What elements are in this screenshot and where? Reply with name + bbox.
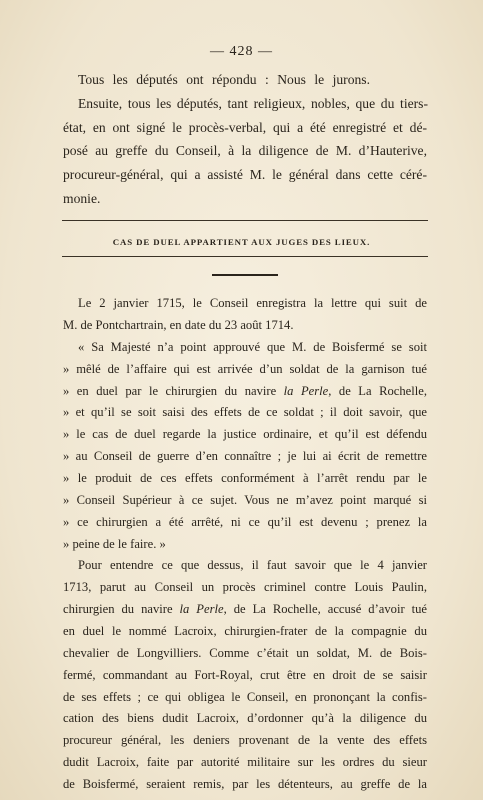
intro-line: état, en ont signé le procès-verbal, qui a été enregistré et dé- [63,120,427,135]
body-line: chevalier de Longvilliers. Comme c’était un soldat, M. de Bois- [63,645,427,660]
body-line: Pour entendre ce que dessus, il faut savoir que le 4 janvier [78,558,427,573]
ornamental-rule [212,274,278,276]
intro-line: posé au greffe du Conseil, à la diligence de M. d’Hauterive, [63,143,427,158]
body-line: fermé, commandant au Fort-Royal, crut être en droit de se saisir [63,667,427,682]
body-line: » peine de le faire. » [63,536,166,551]
body-line: « Sa Majesté n’a point approuvé que M. de Boisfermé se soit [78,339,427,354]
intro-line: Tous les députés ont répondu : Nous le jurons. [78,72,370,87]
body-line: » au Conseil de guerre d’en connaître ; je lui ai écrit de remettre [63,449,427,463]
body-line: en duel le nommé Lacroix, chirurgien-frater de la compagnie du [63,624,427,638]
intro-line: procureur-général, qui a assisté M. le général dans cette céré- [63,167,427,182]
body-line: de ses effets ; ce qui obligea le Conseil, en prononçant la confis- [63,689,427,704]
body-line: chirurgien du navire la Perle, de La Rochelle, accusé d’avoir tué [63,602,428,617]
intro-line: monie. [63,191,101,206]
intro-line: Ensuite, tous les députés, tant religieux, nobles, que du tiers- [78,96,428,111]
section-rule-top [62,220,428,221]
body-line: cation des biens dudit Lacroix, d’ordonner qu’à la diligence du [63,711,427,726]
body-line: » le produit de ces effets conformément à l’arrêt rendu par le [63,470,427,485]
body-line: » ce chirurgien a été arrêté, ni ce qu’il est devenu ; prenez la [63,514,427,529]
section-rule-bottom [62,256,428,257]
body-line: » mêlé de l’affaire qui est arrivée d’un soldat de la garnison tué [63,361,427,376]
body-line: de Boisfermé, seraient remis, par les détenteurs, au greffe de la [63,777,427,791]
body-line: Le 2 janvier 1715, le Conseil enregistra la lettre qui suit de [78,296,427,310]
body-line: » le cas de duel regarde la justice ordinaire, et qu’il est défendu [63,427,427,442]
body-line: » Conseil Supérieur à ce sujet. Vous ne m’avez point marqué si [63,492,427,507]
body-line: procureur général, les deniers provenant de la vente des effets [63,733,427,748]
body-line: dudit Lacroix, faite par autorité militaire sur les ordres du sieur [63,755,427,770]
body-line: 1713, parut au Conseil un procès criminel contre Louis Paulin, [63,580,427,595]
body-line: » et qu’il se soit saisi des effets de ce soldat ; il doit savoir, que [63,405,427,420]
body-line: M. de Pontchartrain, en date du 23 août 1714. [63,317,294,332]
page-number: — 428 — [210,44,273,59]
section-heading: CAS DE DUEL APPARTIENT AUX JUGES DES LIEUX. [112,237,371,247]
body-line: » en duel par le chirurgien du navire la Perle, de La Rochelle, [63,383,427,398]
